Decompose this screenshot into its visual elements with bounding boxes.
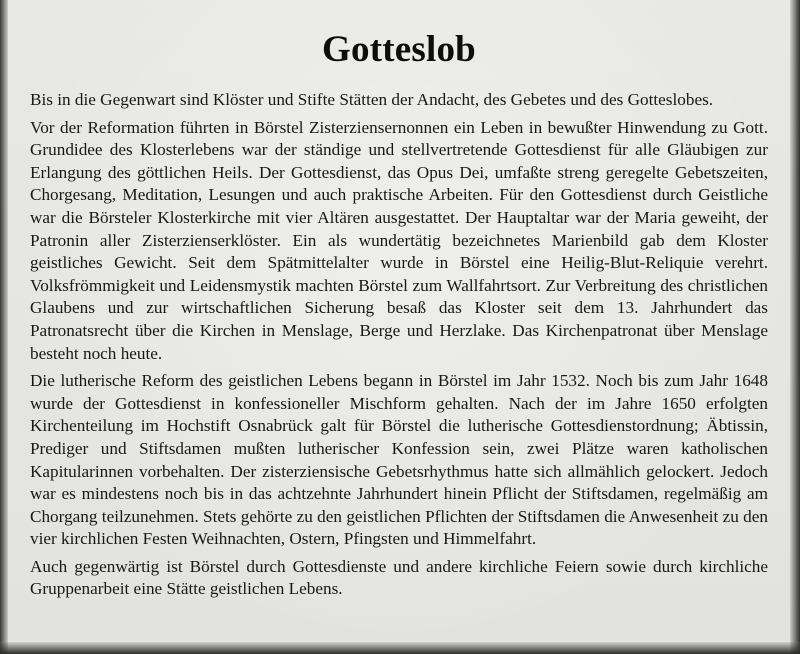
- paragraph-intro: Bis in die Gegenwart sind Klöster und Stifte Stätten der Andacht, des Gebetes und des Gotteslobes.: [30, 90, 714, 109]
- info-panel: [30, 28, 768, 606]
- paragraph-pre-reformation: Vor der Reformation führten in Börstel Zisterziensernonnen ein Leben in bewußter Hinwendung zu Gott. Grundidee des Klosterlebens war der ständige und stellvertretende Gottesdienst für alle Gläubigen zur Erlangung des göttlichen Heils. Der Gottesdienst, das Opus Dei, umfaßte streng geregelte Gebetszeiten, Chorgesang, Meditation, Lesungen und auch praktische Arbeiten. Für den Gottesdienst durch Geistliche war die Börsteler Klosterkirche mit vier Altären ausgestattet. Der Hauptaltar war der Maria geweiht, der Patronin aller Zisterzienserklöster. Ein als wundertätig bezeichnetes Marienbild gab dem Kloster geistliches Gewicht. Seit dem Spätmittelalter wurde in Börstel eine Heilig-Blut-Reliquie verehrt. Volksfrömmigkeit und Leidensmystik machten Börstel zum Wallfahrtsort. Zur Verbreitung des christlichen Glaubens und zur wirtschaftlichen Sicherung besaß das Kloster seit dem 13. Jahrhundert das Patronatsrecht über die Kirchen in Menslage, Berge und Herzlake. Das Kirchenpatronat über Menslage besteht noch heute.: [30, 117, 768, 363]
- photo-right-edge: [790, 0, 800, 654]
- page-title: Gotteslob: [322, 29, 476, 70]
- photo-bottom-edge: [0, 642, 800, 654]
- photo-left-edge: [0, 0, 8, 654]
- paragraph-lutheran-reform: Die lutherische Reform des geistlichen Lebens begann in Börstel im Jahr 1532. Noch bis zum Jahr 1648 wurde der Gottesdienst in konfessioneller Mischform gehalten. Nach der im Jahre 1650 erfolgten Kirchenteilung im Hochstift Osnabrück galt für Börstel die lutherische Gottesdienstordnung; Äbtissin, Prediger und Stiftsdamen mußten lutherischer Konfession sein, zwei Plätze waren katholischen Kapitularinnen vorbehalten. Der zisterziensische Gebetsrhythmus hatte sich allmählich gelockert. Jedoch war es mindestens noch bis in das achtzehnte Jahrhundert hinein Pflicht der Stiftsdamen, regelmäßig am Chorgang teilzunehmen. Stets gehörte zu den geistlichen Pflichten der Stiftsdamen die Anwesenheit zu den vier kirchlichen Festen Weihnachten, Ostern, Pfingsten und Himmelfahrt.: [30, 371, 768, 549]
- paragraph-present-day: Auch gegenwärtig ist Börstel durch Gottesdienste und andere kirchliche Feiern sowie durch kirchliche Gruppenarbeit eine Stätte geistlichen Lebens.: [30, 556, 768, 599]
